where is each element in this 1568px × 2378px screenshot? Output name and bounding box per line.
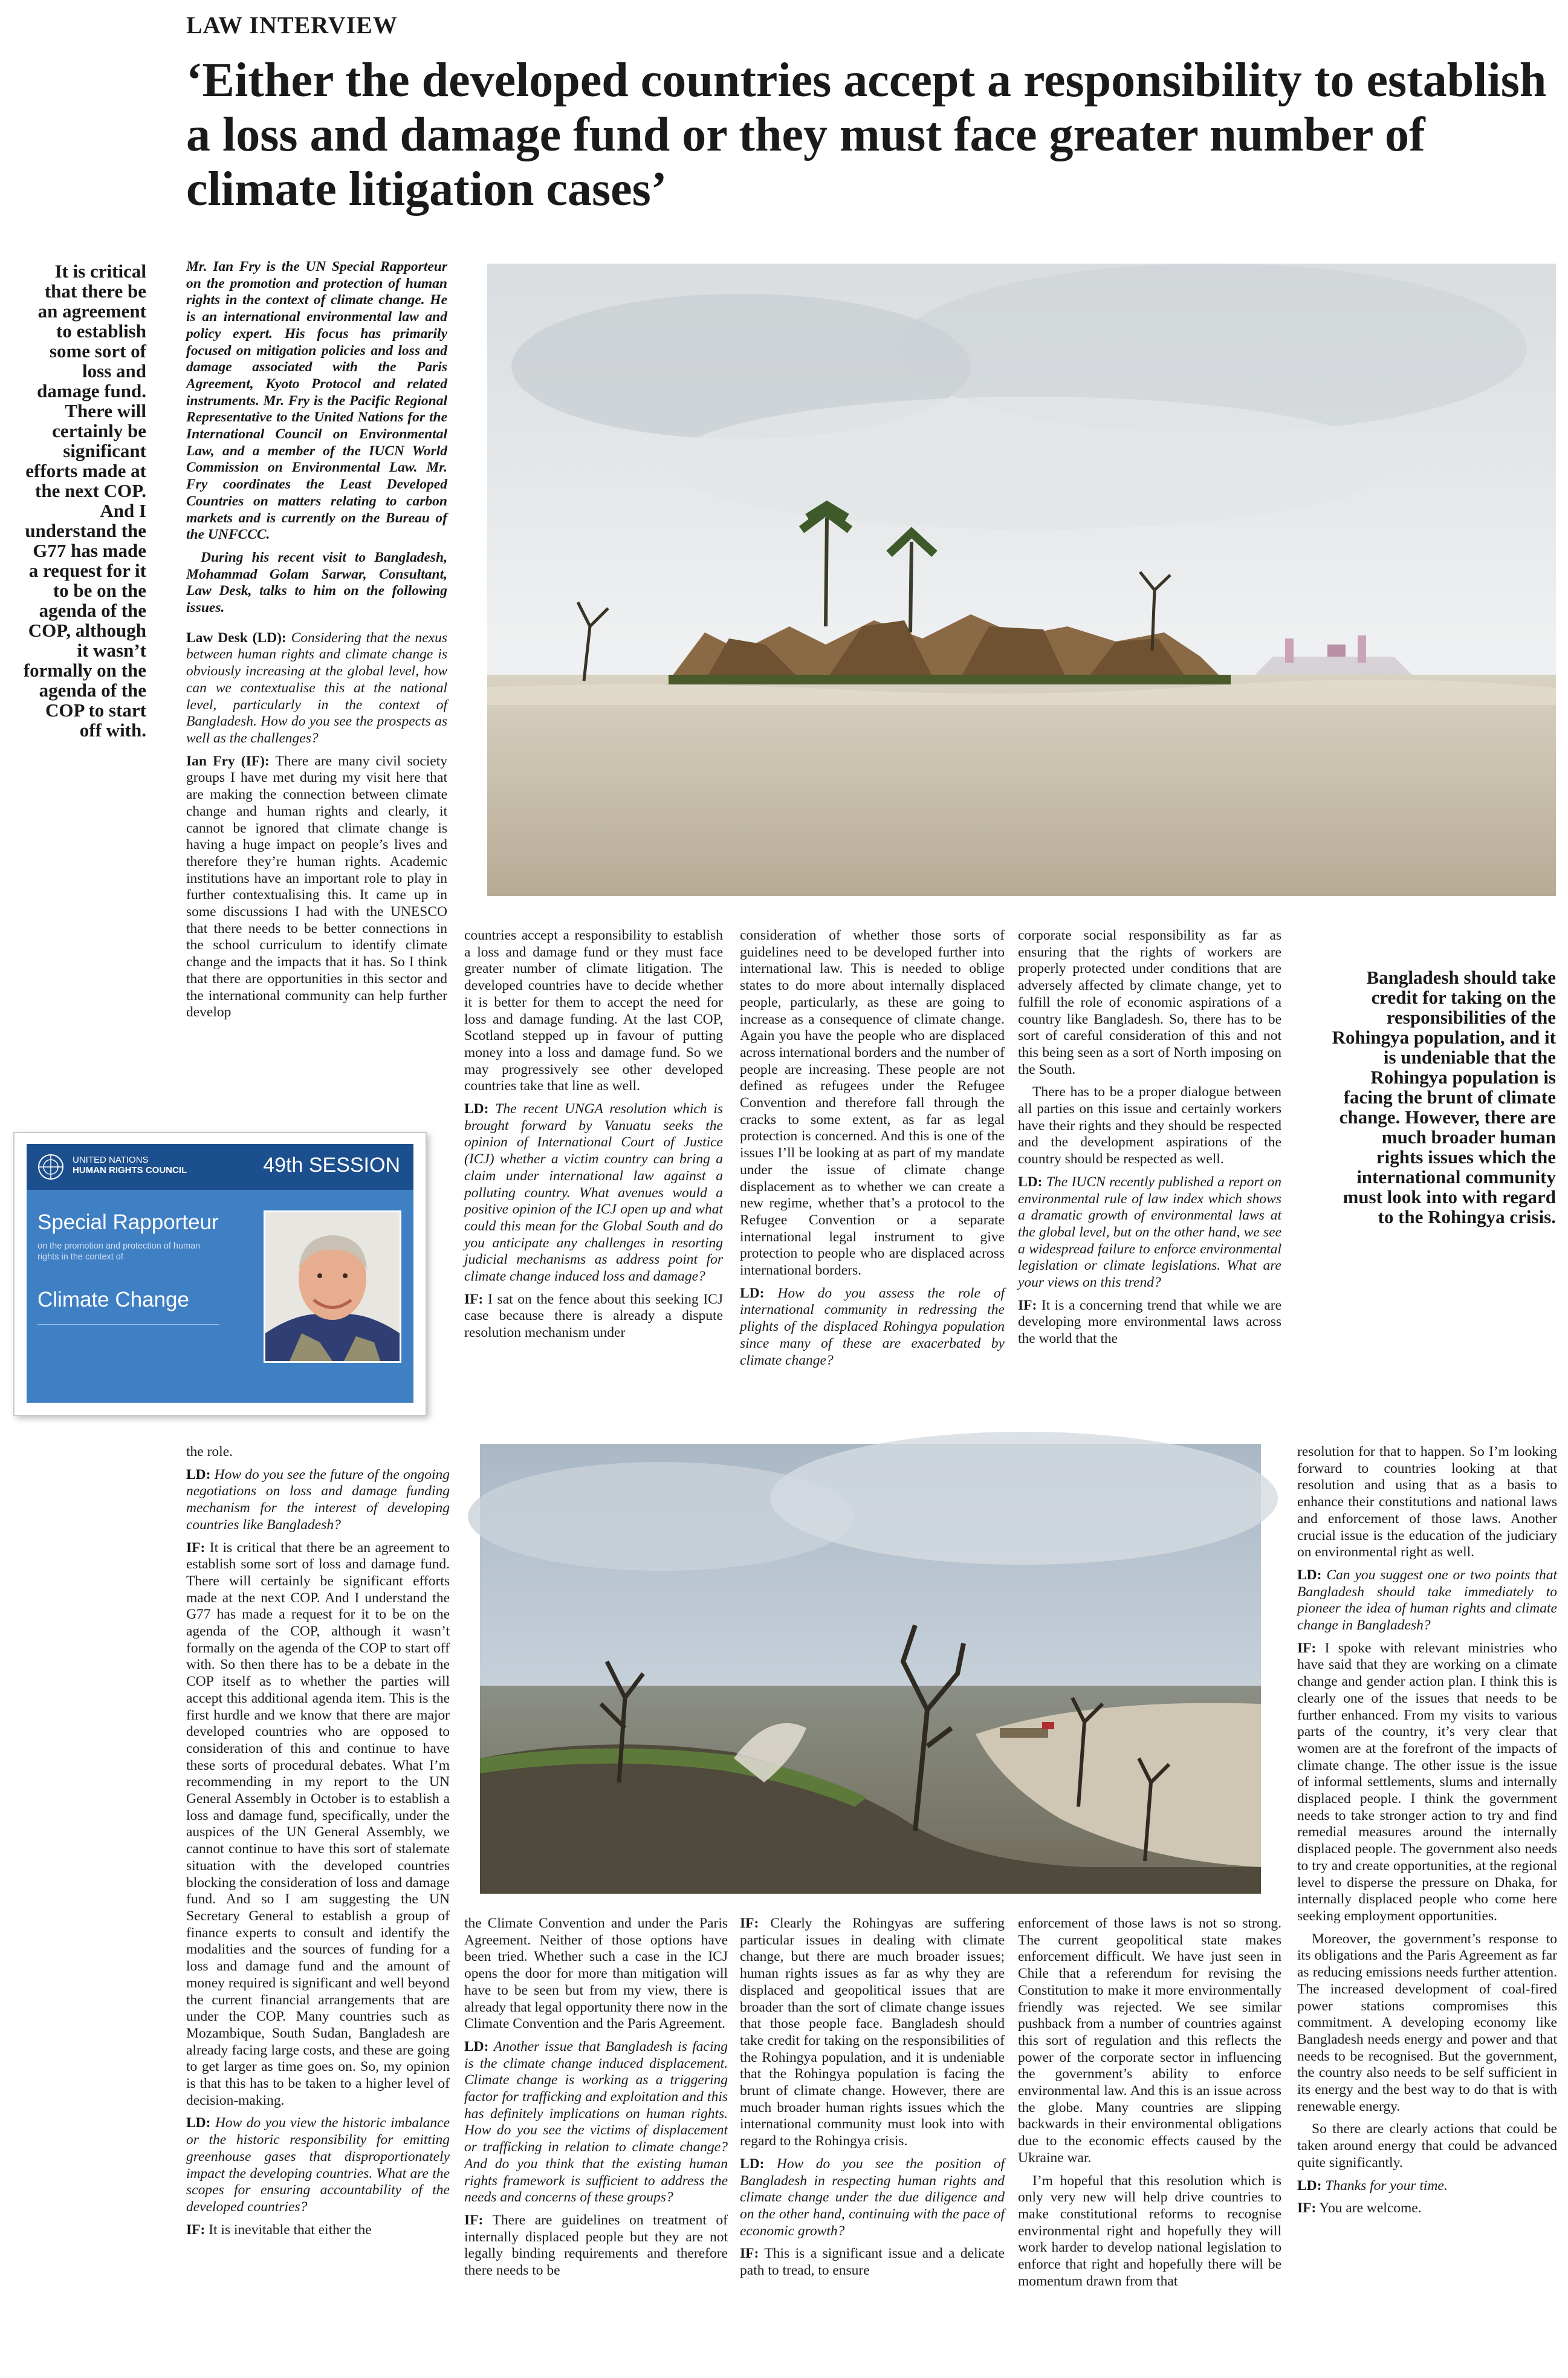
answer-text: It is inevitable that either the [209, 2221, 372, 2238]
question-text: How do you see the future of the ongoing negotiations on loss and damage funding mechanism for the interest of developing countries like Bangladesh? [186, 1466, 450, 1533]
answer [186, 2222, 450, 2239]
speaker-label: IF: [740, 2246, 759, 2262]
question-text: Can you suggest one or two points that Bangladesh should take immediately to pioneer the idea of human rights and climate change in Bangladesh? [1297, 1567, 1557, 1634]
badge-panel [27, 1144, 413, 1403]
portrait-photo [264, 1210, 401, 1363]
question-text: How do you see the position of Bangladesh in respecting human rights and climate change under the due diligence and on the other hand, continuing with the pace of economic growth? [740, 2155, 1005, 2239]
answer-text: I spoke with relevant ministries who have said that they are working on a climate change and gender action plan. I think this is clearly one of the issues that needs to be further enhanced. From my visits to various parts of the country, it’s very clear that women are at the forefront of the impacts of climate change. The other issue is the issue of informal settlements, slums and internally displaced people. I think the government needs to take stronger action to try and find remedial measures around the internally displaced people. The government also needs to try and create opportunities, at the regional level to disperse the pressure on Dhaka, for internally displaced people who come here seeking employment opportunities. [1297, 1640, 1557, 1924]
answer-text: You are welcome. [1319, 2200, 1422, 2217]
answer-text: There are guidelines on treatment of internally displaced people but they are not legally binding requirements and therefore there needs to be [464, 2212, 728, 2279]
question [186, 1467, 450, 1534]
speaker-label: LD: [740, 2155, 765, 2172]
speaker-label: LD: [1297, 1567, 1322, 1583]
column-3-top [740, 927, 1005, 1423]
speaker-label: IF: [464, 1291, 484, 1307]
question [740, 1285, 1005, 1369]
speaker-label: LD: [1018, 1174, 1043, 1190]
question-text: How do you view the historic imbalance or the historic responsibility for emitting greenhouse gases that disproportionately impact the developing countries. What are the scopes for ensuring accountability of the developed countries? [186, 2115, 450, 2215]
answer [464, 1291, 723, 1342]
question [1297, 2178, 1557, 2195]
badge-header [27, 1144, 413, 1190]
answer [186, 1540, 450, 2110]
speaker-label: IF: [1018, 1297, 1037, 1313]
column-4-top [1018, 927, 1281, 1423]
speaker-label: IF: [1297, 2200, 1317, 2217]
answer-1 [186, 753, 447, 1021]
answer-text: I sat on the fence about this seeking ICJ case because there is already a dispute resolution mechanism under [464, 1291, 724, 1341]
rapporteur-subtitle: on the promotion and protection of human rights in the context of [37, 1241, 201, 1262]
question [464, 2039, 728, 2206]
speaker-label: LD: [464, 2038, 489, 2055]
answer [1018, 1298, 1281, 1348]
answer [1297, 1640, 1557, 1925]
intro-column [186, 259, 448, 1021]
question-text: How do you assess the role of international community in redressing the plights of the displaced Rohingya population since many of these are exacerbated by climate change? [740, 1285, 1005, 1368]
flooded-village-photo [487, 264, 1556, 896]
answer [1297, 2200, 1557, 2217]
speaker-label: IF: [186, 1539, 206, 1556]
answer-text: It is critical that there be an agreement to establish some sort of loss and damage fund. There will certainly be significant efforts made at the next COP. And I understand the G77 has made a request for it to be on the agenda of the COP, although it wasn’t formally on the agenda of the COP to start off with. So then there has to be a debate in the COP itself as to whether the parties will accept this additional agenda item. This is the first hurdle and we know that there are major developed countries who are opposed to consideration of this and continue to have these sorts of procedural debates. What I’m recommending in my report to the UN General Assembly in October is to establish a loss and damage fund, specifically, under the auspices of the UN General Assembly, we cannot continue to have this sort of stalemate situation with the developed countries blocking the consideration of loss and damage fund. And so I am suggesting the UN Secretary General to establish a group of finance experts to consult and identify the modalities and the sources of funding for a loss and damage fund and the amount of money required is significant and well beyond the current financial arrangements that are under the COP. Many countries such as Mozambique, South Sudan, Bangladesh are already facing large costs, and these are going to get larger as time goes on. So, my opinion is that this has to be taken to a higher level of decision-making. [186, 1539, 450, 2108]
intro-paragraph: Mr. Ian Fry is the UN Special Rapporteur on the promotion and protection of human rights in the context of climate change. He is an international environmental law and policy expert. His focus has primarily focused on mitigation policies and loss and damage associated with the Paris Agreement, Kyoto Protocol and related instruments. Mr. Fry is the Pacific Regional Representative to the United Nations for the International Council on Environmental Law, and a member of the IUCN World Commission on Environmental Law. Mr. Fry coordinates the Least Developed Countries on matters relating to carbon markets and is currently on the Bureau of the UNFCCC. [186, 259, 447, 543]
paragraph: the role. [186, 1444, 233, 1460]
speaker-label: Law Desk (LD): [186, 629, 287, 646]
paragraph: So there are clearly actions that could be taken around energy that could be advanced quite significantly. [1297, 2121, 1557, 2171]
question [740, 2156, 1005, 2240]
un-emblem-icon [36, 1152, 65, 1181]
paragraph: Moreover, the government’s response to its obligations and the Paris Agreement as far as reducing emissions needs further attention. The increased development of coal-fired power stations compromises this commitment. A developing economy like Bangladesh needs energy and power and that needs to be recognised. But the government, the country also needs to be self sufficient in its energy and the best way to do that is with renewable energy. [1297, 1931, 1557, 2114]
eroding-coast-photo [480, 1444, 1261, 1894]
question-text: Considering that the nexus between human rights and climate change is obviously increasing at the global level, how can we contextualise this at the national level, particularly in the context of Bangladesh. How do you see the prospects as well as the challenges? [186, 629, 447, 746]
question-text: Another issue that Bangladesh is facing is the climate change induced displacement. Climate change is working as a triggering factor for trafficking and exploitation and this has definitely implications on human rights. How do you see the victims of displacement or trafficking in relation to climate change? And do you think that the existing human rights framework is sufficient to address the needs and concerns of these groups? [464, 2038, 728, 2206]
speaker-label: IF: [186, 2221, 206, 2238]
paragraph: consideration of whether those sorts of guidelines need to be developed further into international law. This is needed to oblige states to do more about internally displaced people, particularly, as these are going to increase as a consequence of climate change. Again you have the people who are displaced across international borders and the number of people are increasing. These people are not defined as refugees under the Refugee Convention and therefore fall through the cracks to some extent, as far as legal protection is concerned. And this is one of the issues I’ll be looking at as part of my mandate under the issue of climate change displacement as to whether we can create a new regime, whether that’s a protocol to the Refugee Convention or a separate international legal instrument to give protection to people who are displaced across international borders. [740, 927, 1005, 1279]
question-1 [186, 630, 447, 747]
session-label: 49th SESSION [263, 1154, 400, 1177]
column-2-bottom [464, 1915, 728, 2375]
column-5-bottom [1297, 1444, 1557, 2375]
rapporteur-theme: Climate Change [37, 1288, 189, 1311]
un-org-name [73, 1155, 187, 1175]
speaker-label: LD: [464, 1101, 489, 1117]
speaker-label: LD: [1297, 2177, 1322, 2194]
question-text: Thanks for your time. [1325, 2177, 1448, 2194]
speaker-label: LD: [186, 1466, 211, 1483]
paragraph: There has to be a proper dialogue between all parties on this issue and certainly workers have their rights and they should be respected and the development aspirations of the country should be respected as well. [1018, 1084, 1281, 1168]
speaker-label: Ian Fry (IF): [186, 753, 270, 769]
answer-text: There are many civil society groups I have met during my visit here that are making the connection between climate change and human rights and clearly, it cannot be ignored that climate change is having a huge impact on people’s lives and therefore they’re human rights. Academic institutions have an important role to play in further contextualising this. It came up in some discussions I had with the UNESCO that there needs to be better connections in the school curriculum to identify climate change and the impacts that it has. So I think that there are opportunities in this sector and the international community can help further develop [186, 753, 448, 1021]
question-text: The recent UNGA resolution which is brought forward by Vanuatu seeks the opinion of International Court of Justice (ICJ) whether a victim country can bring a claim under international law against a polluting country. What avenues would a positive opinion of the ICJ open up and what could this mean for the Global South and do you anticipate any challenges in resorting judicial mechanisms as address point for climate change induced loss and damage? [464, 1101, 724, 1285]
answer [740, 1915, 1005, 2150]
answer [464, 2212, 728, 2279]
paragraph: corporate social responsibility as far as ensuring that the rights of workers are properly protected under conditions that are adversely affected by climate change, yet to fulfill the role of economic aspirations of a country like Bangladesh. So, there has to be sort of careful consideration of this and not this being seen as a sort of North imposing on the South. [1018, 927, 1281, 1077]
speaker-label: LD: [740, 1285, 765, 1301]
org-line-2: HUMAN RIGHTS COUNCIL [73, 1165, 187, 1175]
org-line-1: UNITED NATIONS [73, 1155, 149, 1165]
intro-paragraph-2: During his recent visit to Bangladesh, Mohammad Golam Sarwar, Consultant, Law Desk, talks to him on the following issues. [186, 549, 447, 616]
question [186, 2115, 450, 2215]
un-hrc-badge [13, 1132, 427, 1416]
paragraph: countries accept a responsibility to establish a loss and damage fund or they must face greater number of climate litigation. The developed countries have to decide whether it is better for them to accept the need for loss and damage funding. At the last COP, Scotland stepped up in favour of putting money into a loss and damage fund. So we may progressively see other developed countries take that line as well. [464, 927, 723, 1094]
pull-quote-right: Bangladesh should take credit for taking on the responsibilities of the Rohingya population, and it is undeniable that the Rohingya population is facing the brunt of climate change. However, there are much broader human rights issues which the international community must look into with regard to the Rohingya crisis. [1332, 967, 1556, 1227]
divider [37, 1324, 219, 1325]
question [1297, 1567, 1557, 1634]
column-3-bottom [740, 1915, 1005, 2375]
speaker-label: IF: [1297, 1640, 1317, 1656]
section-label: LAW INTERVIEW [186, 11, 398, 39]
answer-text: This is a significant issue and a delicate path to tread, to ensure [740, 2246, 1005, 2279]
column-4-bottom [1018, 1915, 1281, 2375]
speaker-label: IF: [464, 2212, 484, 2228]
answer-text: It is a concerning trend that while we are developing more environmental laws across the world that the [1018, 1297, 1281, 1347]
rapporteur-title: Special Rapporteur [37, 1210, 219, 1234]
speaker-label: IF: [740, 1915, 759, 1931]
answer [740, 2246, 1005, 2279]
question [1018, 1174, 1281, 1291]
question [464, 1101, 723, 1285]
column-1-bottom [186, 1444, 450, 2375]
paragraph: resolution for that to happen. So I’m looking forward to countries looking at that resolution and using that as a basis to enhance their constitutions and national laws and enforcement of those laws. Another crucial issue is the education of the judiciary on environmental right as well. [1297, 1444, 1557, 1561]
answer-text: Clearly the Rohingyas are suffering particular issues in dealing with climate change, but there are much broader issues; human rights issues as far as why they are displaced and geopolitical issues that are broader than the sort of climate change issues that those people face. Bangladesh should take credit for taking on the responsibilities of the Rohingya population, and it is undeniable that the Rohingya population is facing the brunt of climate change. However, there are much broader human rights issues which the international community must look into with regard to the Rohingya crisis. [740, 1915, 1005, 2149]
paragraph: the Climate Convention and under the Paris Agreement. Neither of those options have been tried. Whether such a case in the ICJ opens the door for more than mitigation will have to be seen but from my view, there is already that legal opportunity there now in the Climate Convention and the Paris Agreement. [464, 1915, 728, 2032]
headline: ‘Either the developed countries accept a responsibility to establish a loss and damage fund or they must face greater number of climate litigation cases’ [186, 54, 1547, 216]
paragraph: enforcement of those laws is not so strong. The current geopolitical state makes enforcement difficult. We have just seen in Chile that a referendum for revising the Constitution to make it more environmentally friendly was rejected. We see similar pushback from a number of countries against this sort of regulation and this reflects the power of the corporate sector in influencing the government’s ability to enforce environmental law. And this is an issue across the globe. Many countries are slipping backwards in their environmental obligations due to the economic effects caused by the Ukraine war. [1018, 1915, 1281, 2166]
column-2-top [464, 927, 723, 1423]
paragraph: I’m hopeful that this resolution which is only very new will help drive countries to make constitutional reforms to recognise environmental right and hopefully they will work harder to develop national legislation to enforce that right and hopefully there will be momentum drawn from that [1018, 2172, 1281, 2289]
pull-quote-left: It is critical that there be an agreement to establish some sort of loss and damage fund. There will certainly be significant efforts made at the next COP. And I understand the G77 has made a request for it to be on the agenda of the COP, although it wasn’t formally on the agenda of the COP to start off with. [23, 261, 146, 741]
speaker-label: LD: [186, 2115, 211, 2131]
question-text: The IUCN recently published a report on environmental rule of law index which shows a dramatic growth of environmental laws at the global level, but on the other hand, we see a widespread failure to enforce environmental legislation or climate legislations. What are your views on this trend? [1018, 1174, 1281, 1291]
